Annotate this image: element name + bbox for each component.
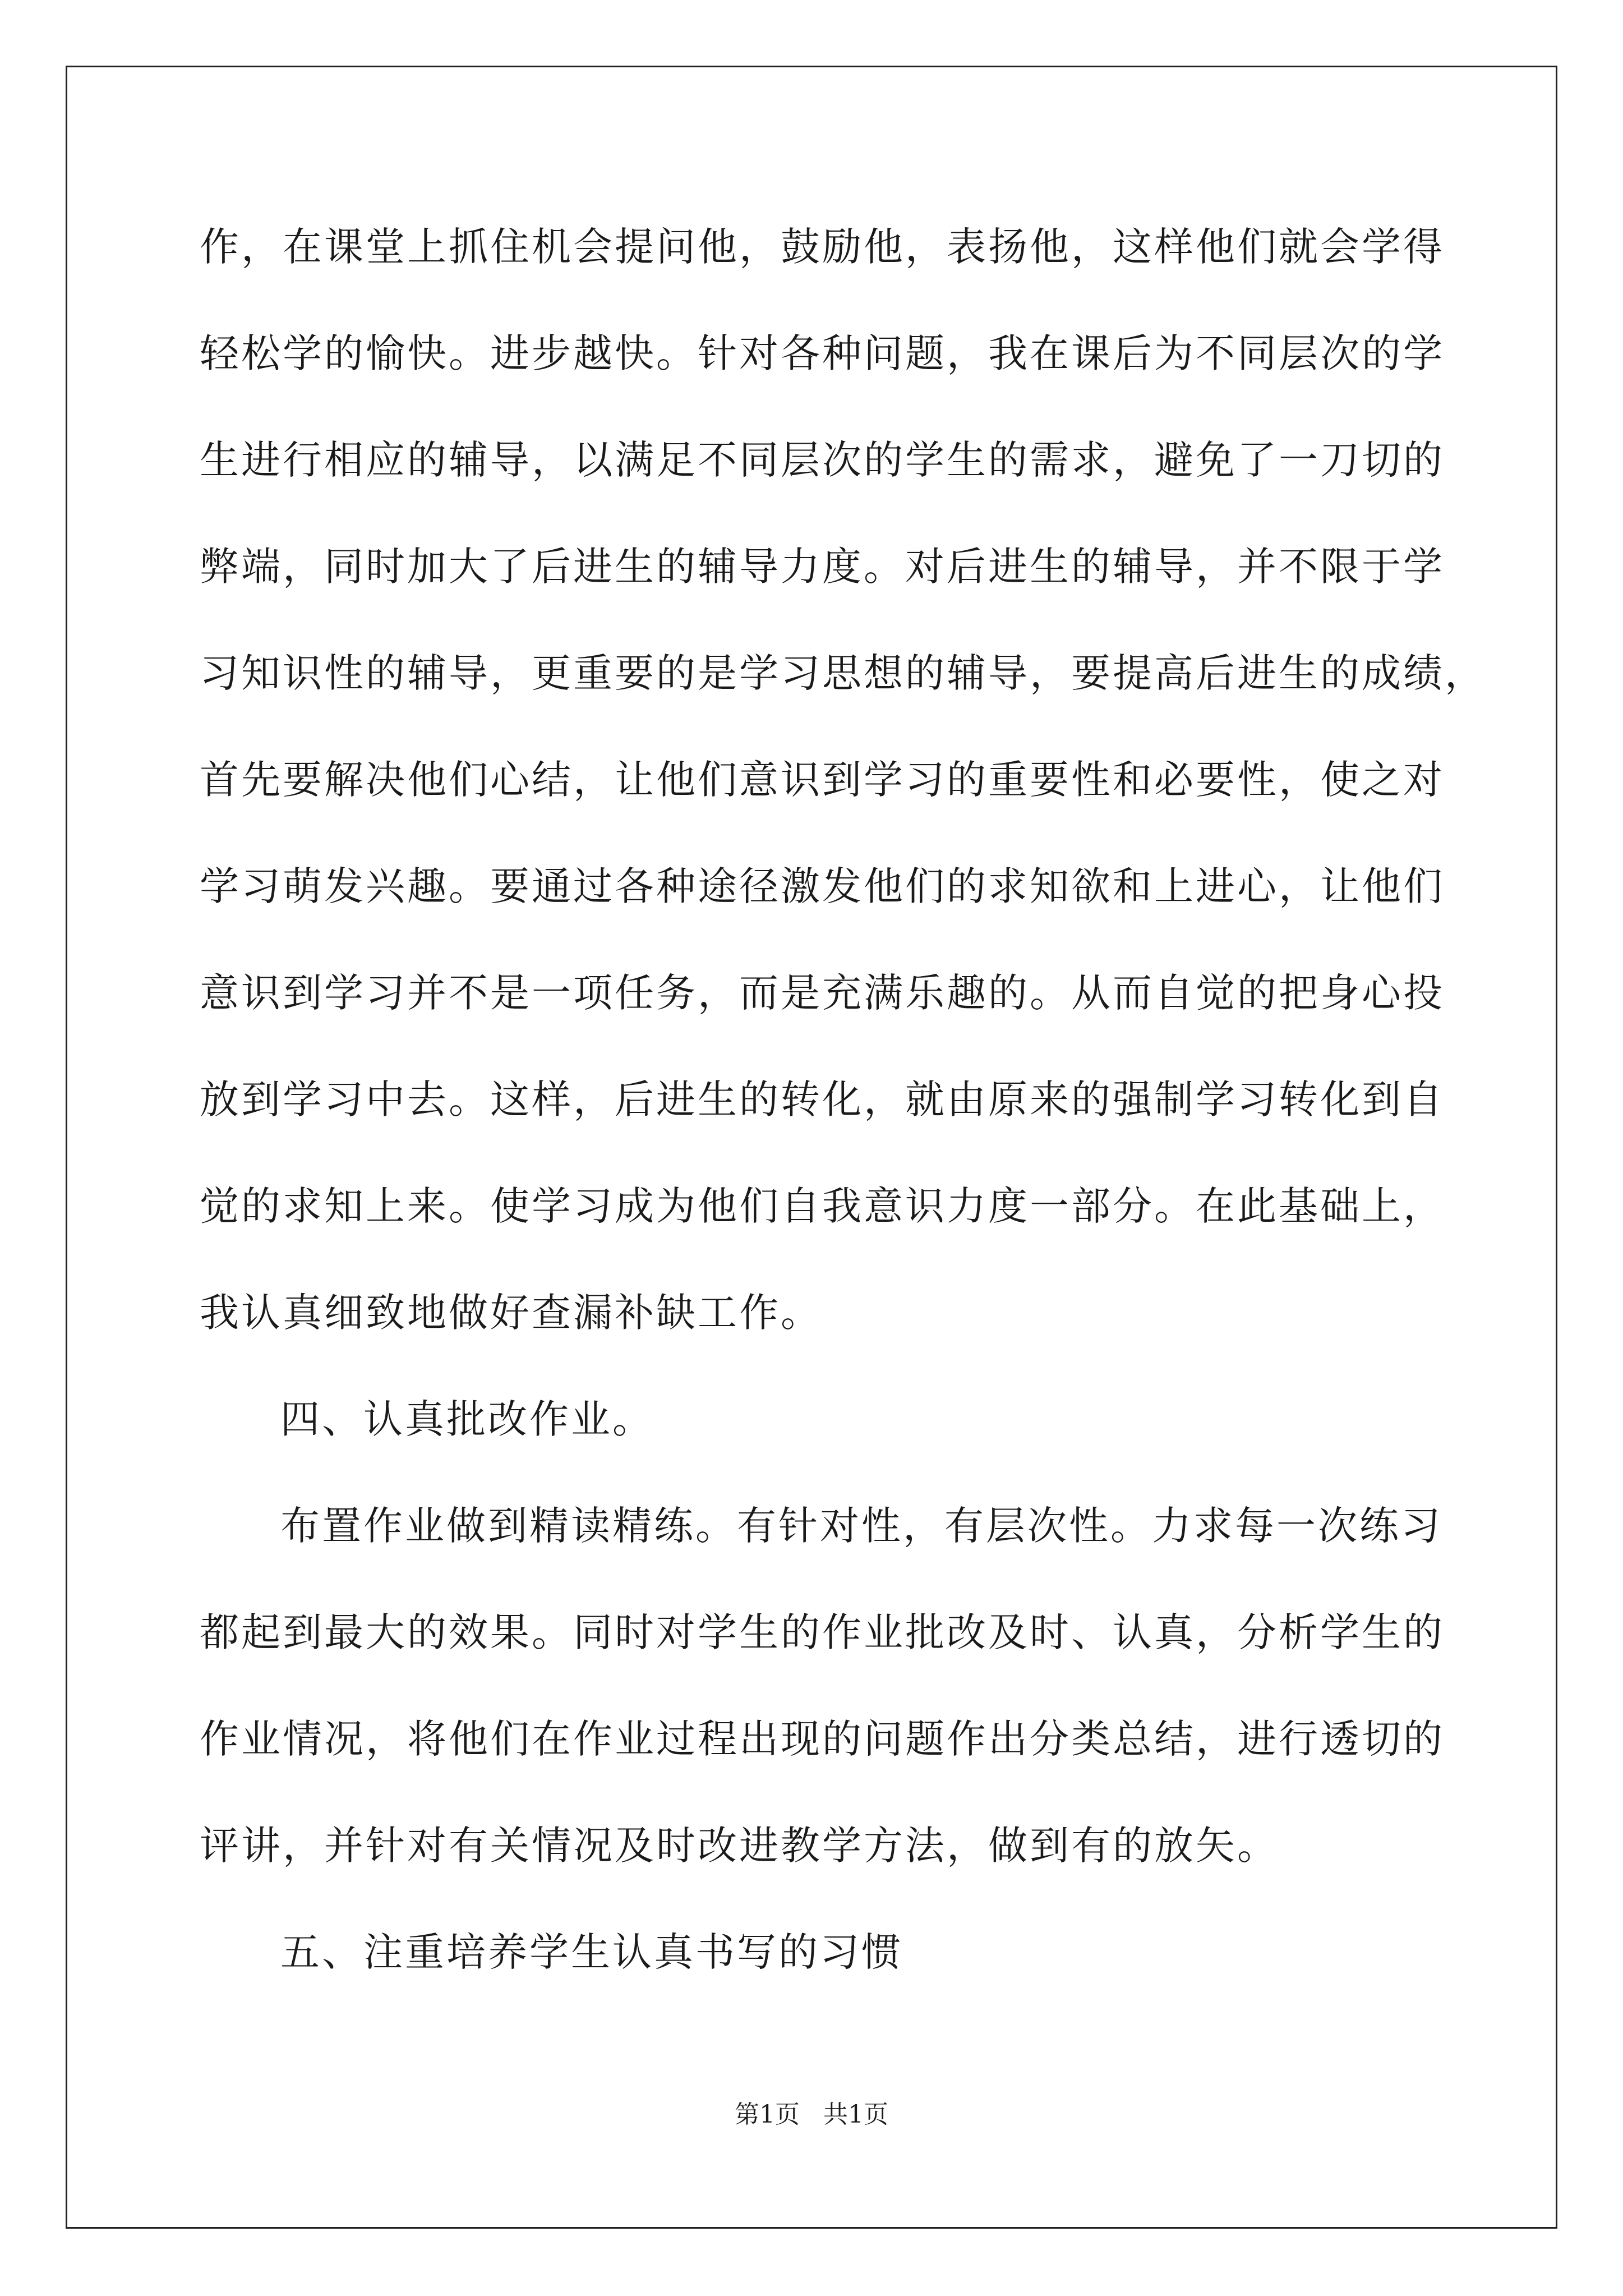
page-border: [66, 66, 1557, 2229]
section-heading-5: 五、注重培养学生认真书写的习惯: [280, 1929, 903, 1975]
body-line-4: 弊端，同时加大了后进生的辅导力度。对后进生的辅导，并不限于学: [200, 544, 1445, 590]
body-line-9: 放到学习中去。这样，后进生的转化，就由原来的强制学习转化到自: [200, 1076, 1445, 1122]
section-heading-4: 四、认真批改作业。: [280, 1396, 654, 1442]
body-line-6: 首先要解决他们心结，让他们意识到学习的重要性和必要性，使之对: [200, 757, 1445, 803]
body-line-15: 作业情况，将他们在作业过程出现的问题作出分类总结，进行透切的: [200, 1716, 1445, 1762]
body-line-10: 觉的求知上来。使学习成为他们自我意识力度一部分。在此基础上，: [200, 1183, 1445, 1229]
body-line-11: 我认真细致地做好查漏补缺工作。: [200, 1290, 822, 1336]
body-line-16: 评讲，并针对有关情况及时改进教学方法，做到有的放矢。: [200, 1823, 1279, 1869]
page-footer: 第1页 共1页: [735, 2100, 888, 2129]
body-line-3: 生进行相应的辅导，以满足不同层次的学生的需求，避免了一刀切的: [200, 437, 1445, 483]
body-line-7: 学习萌发兴趣。要通过各种途径激发他们的求知欲和上进心，让他们: [200, 863, 1445, 909]
body-line-2: 轻松学的愉快。进步越快。针对各种问题，我在课后为不同层次的学: [200, 330, 1445, 376]
body-line-14: 都起到最大的效果。同时对学生的作业批改及时、认真，分析学生的: [200, 1609, 1445, 1655]
body-line-13: 布置作业做到精读精练。有针对性，有层次性。力求每一次练习: [280, 1503, 1442, 1549]
body-line-5: 习知识性的辅导，更重要的是学习思想的辅导，要提高后进生的成绩，: [200, 650, 1486, 696]
body-line-1: 作，在课堂上抓住机会提问他，鼓励他，表扬他，这样他们就会学得: [200, 224, 1445, 270]
body-line-8: 意识到学习并不是一项任务，而是充满乐趣的。从而自觉的把身心投: [200, 970, 1445, 1016]
